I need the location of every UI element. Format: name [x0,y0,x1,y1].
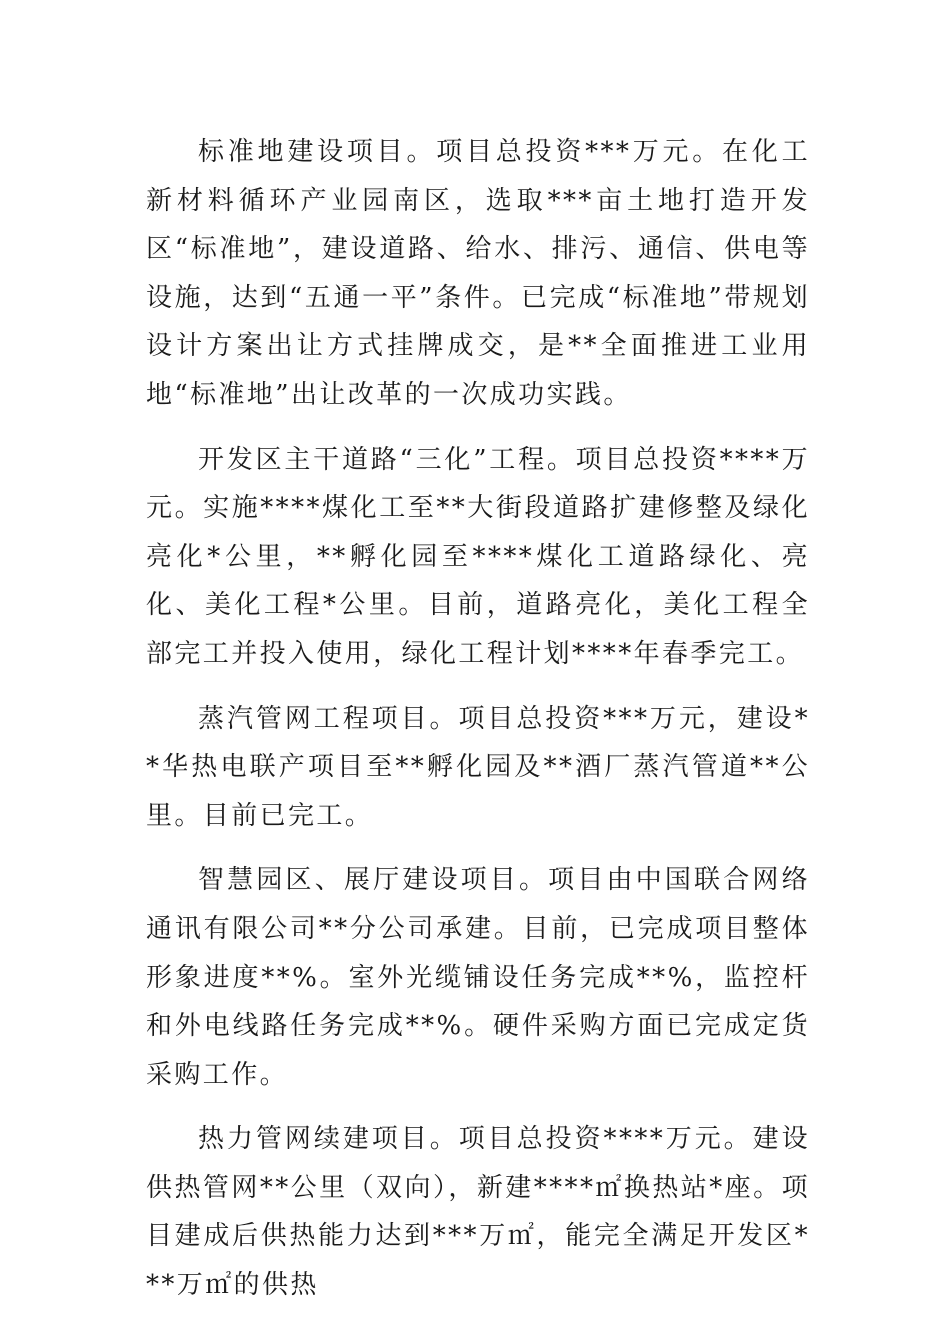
document-body [146,128,810,1326]
paragraph-standard-land-project: 标准地建设项目。项目总投资***万元。在化工新材料循环产业园南区，选取***亩土地打造开发区“标准地”，建设道路、给水、排污、通信、供电等设施，达到“五通一平”条件。已完成“标准地”带规划设计方案出让方式挂牌成交，是**全面推进工业用地“标准地”出让改革的一次成功实践。 [146,137,810,410]
paragraph-steam-pipeline-project: 蒸汽管网工程项目。项目总投资***万元，建设**华热电联产项目至**孵化园及**酒厂蒸汽管道**公里。目前已完工。 [146,703,810,831]
paragraph-heating-pipeline-project: 热力管网续建项目。项目总投资****万元。建设供热管网**公里（双向），新建****㎡换热站*座。项目建成后供热能力达到***万㎡，能完全满足开发区***万㎡的供热 [146,1124,810,1301]
paragraph-smart-park-project: 智慧园区、展厅建设项目。项目由中国联合网络通讯有限公司**分公司承建。目前，已完成项目整体形象进度**%。室外光缆铺设任务完成**%，监控杆和外电线路任务完成**%。硬件采购方面已完成定货采购工作。 [146,865,810,1090]
paragraph-main-road-project: 开发区主干道路“三化”工程。项目总投资****万元。实施****煤化工至**大街段道路扩建修整及绿化亮化*公里，**孵化园至****煤化工道路绿化、亮化、美化工程*公里。目前，道路亮化，美化工程全部完工并投入使用，绿化工程计划****年春季完工。 [146,444,810,669]
